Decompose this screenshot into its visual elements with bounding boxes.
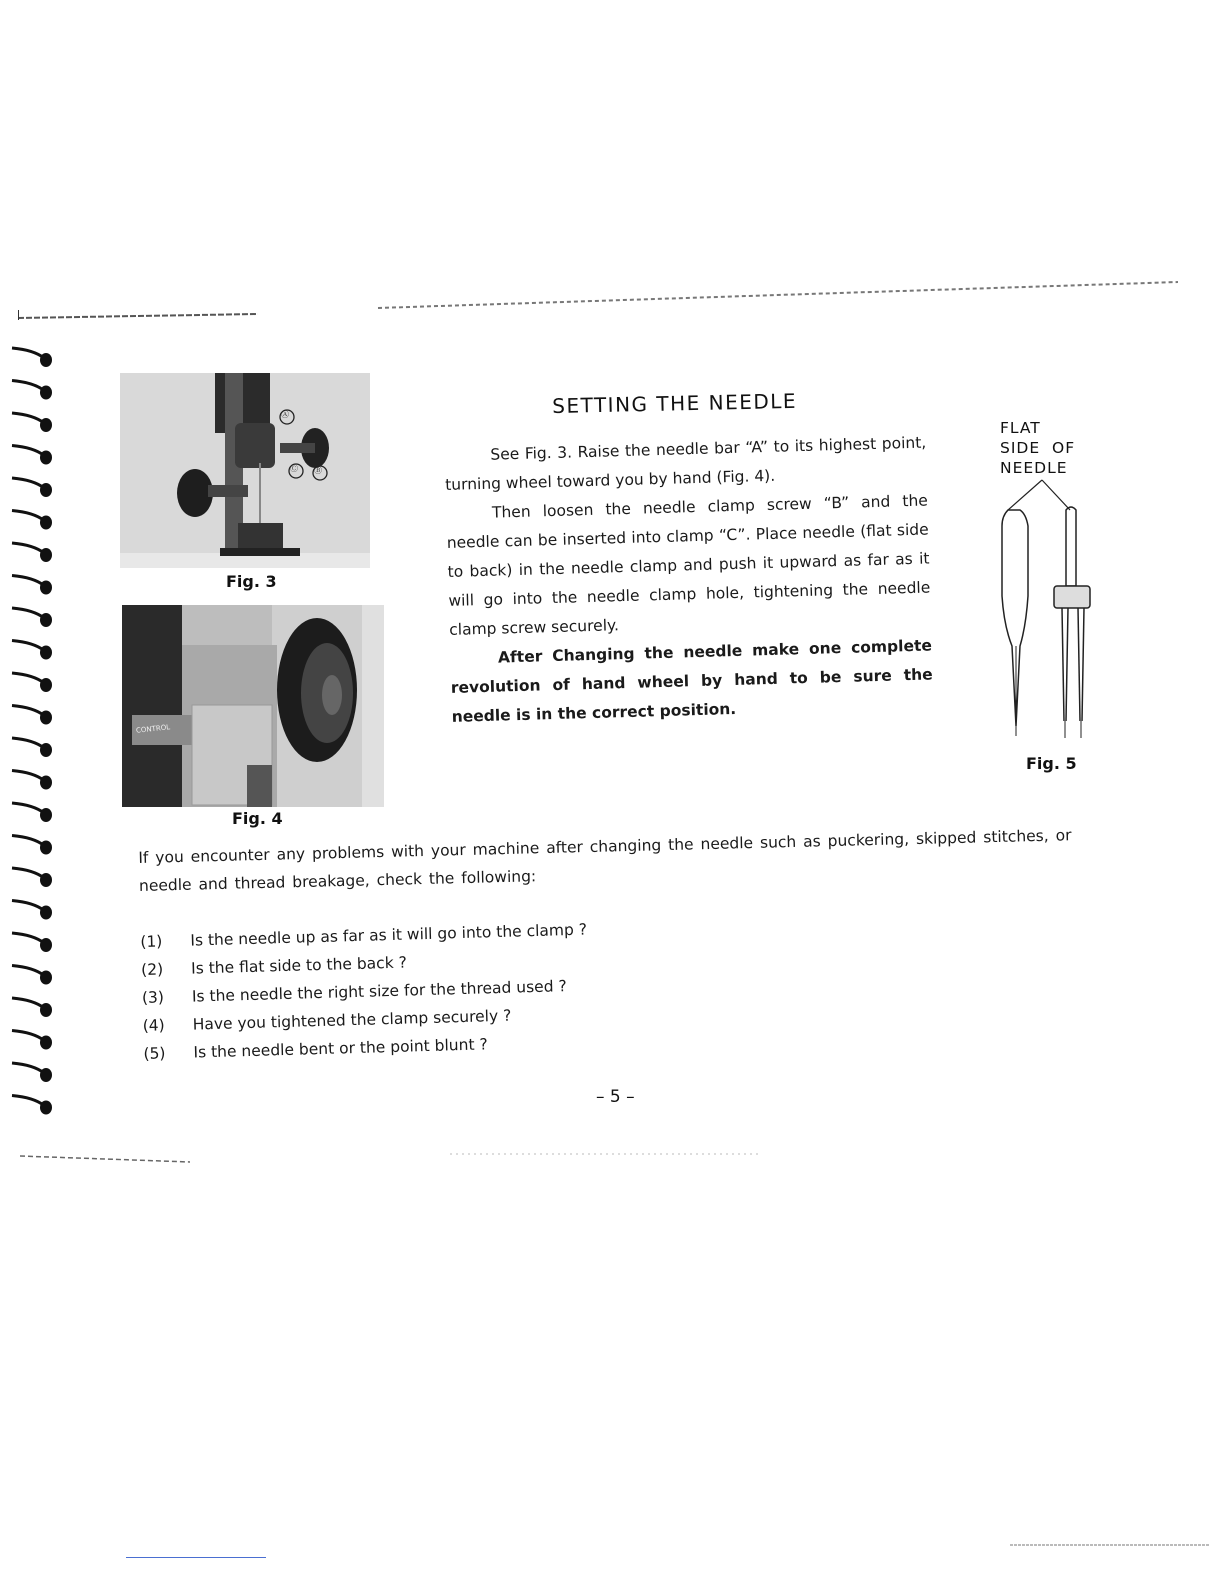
scan-top-rule [18,280,1178,320]
checklist-text: Is the flat side to the back ? [190,953,408,978]
spiral-coil [12,608,52,627]
checklist-number: (3) [141,988,165,1007]
spiral-coil [12,998,52,1017]
callout-b: Ⓑ [314,466,322,475]
checklist-number: (4) [142,1016,165,1035]
flat-side-label-line-3: NEEDLE [1000,459,1068,477]
fig4-caption: Fig. 4 [232,809,283,828]
flat-side-label [1000,418,1075,478]
checklist [140,913,664,1067]
checklist-number: (1) [140,932,163,951]
fig4-control-label: CONTROL [135,723,171,735]
spiral-coil [12,478,52,497]
spiral-coil [12,381,52,400]
spiral-coil [12,543,52,562]
troubleshooting-intro-block [138,821,1099,900]
checklist-number: (5) [143,1044,166,1063]
spiral-coil [12,1031,52,1050]
fig5-caption: Fig. 5 [1026,754,1077,773]
underline-artifact [126,1557,266,1558]
spiral-coil [12,1063,52,1082]
spiral-coil [12,446,52,465]
spiral-coil [12,933,52,952]
spiral-binding [8,340,68,1140]
spiral-coil [12,673,52,692]
fig3-caption: Fig. 3 [226,572,277,591]
instruction-para-2: Then loosen the needle clamp screw “B” and the needle can be inserted into clamp “C”. Place needle (flat side to back) in the needle clamp and push it upward as far as it will go into the needle clamp hole, tightening the needle clamp screw securely. [446,491,931,639]
spiral-coil [12,576,52,595]
spiral-coil [12,1096,52,1115]
scan-corner-rule [1010,1542,1210,1548]
fig5-needle-drawing [990,476,1100,746]
spiral-coil [12,836,52,855]
spiral-coil [12,511,52,530]
instruction-para-3: After Changing the needle make one complete revolution of hand wheel by hand to be sure the needle is in the correct position. [450,636,933,726]
checklist-text: Is the needle bent or the point blunt ? [193,1035,488,1062]
checklist-text: Have you tightened the clamp securely ? [192,1006,512,1034]
spiral-coil [12,738,52,757]
scan-bottom-rule [20,1150,760,1170]
spiral-coil [12,868,52,887]
checklist-text: Is the needle the right size for the thread used ? [191,977,567,1006]
spiral-coil [12,706,52,725]
spiral-coil [12,413,52,432]
spiral-coil [12,771,52,790]
fig3-photo [120,373,370,568]
instruction-para-1: See Fig. 3. Raise the needle bar “A” to its highest point, turning wheel toward you by hand (Fig. 4). [444,433,927,494]
flat-side-label-line-2: SIDE OF [1000,439,1076,457]
troubleshooting-intro: If you encounter any problems with your machine after changing the needle such as puckering, skipped stitches, or needle and thread breakage, check the following: [138,826,1072,895]
fig4-photo [122,605,384,807]
flat-side-label-line-1: FLAT [1000,419,1041,437]
checklist-text: Is the needle up as far as it will go into the clamp ? [190,920,588,950]
instructions-block [444,429,934,732]
section-title: SETTING THE NEEDLE [552,388,798,418]
spiral-coil [12,803,52,822]
checklist-number: (2) [140,960,164,979]
page-number: – 5 – [596,1087,635,1107]
callout-a: Ⓐ [281,410,289,419]
spiral-coil [12,348,52,367]
callout-c: Ⓒ [290,464,298,473]
spiral-coil [12,966,52,985]
spiral-coil [12,641,52,660]
spiral-coil [12,901,52,920]
